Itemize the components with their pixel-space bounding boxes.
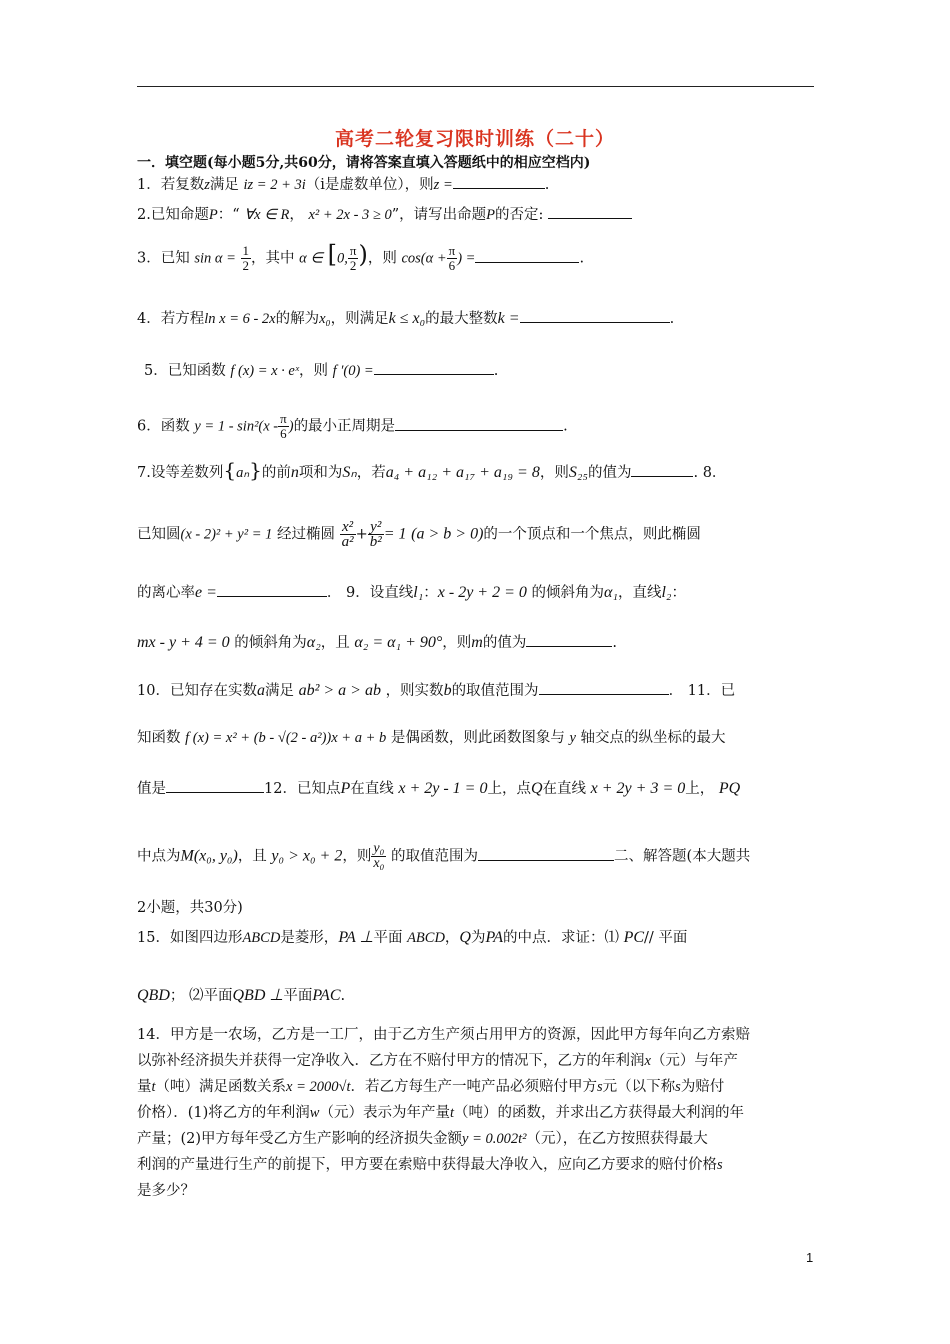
q12-text-2: 在直线 — [350, 781, 394, 797]
question-12 — [137, 778, 815, 799]
q10-b: b — [443, 682, 452, 699]
header-rule — [137, 86, 814, 87]
q8-text-3: 的一个顶点和一个焦点，则此椭圆 — [483, 526, 701, 543]
q2-colon: ：“ — [217, 207, 240, 223]
q14-line-5: 产量；(2)甲方每年受乙方生产影响的经济损失金额y = 0.002t²（元），在乙方按照获得最大 — [137, 1131, 708, 1147]
question-1: 1．若复数z满足 iz = 2 + 3i（i是虚数单位），则z = . — [137, 174, 815, 195]
q5-answer-blank[interactable] — [374, 360, 494, 375]
q8-answer-blank[interactable] — [217, 582, 327, 597]
q1-text-2: 满足 — [209, 177, 239, 193]
q11-y: y — [569, 730, 576, 746]
question-12-cont — [137, 842, 815, 871]
q11-answer-blank[interactable] — [166, 778, 264, 793]
q15-part-1: ⑴ — [604, 930, 619, 946]
q4-text-3: ，则满足 — [330, 311, 389, 327]
q12-text-7: ，且 — [237, 848, 267, 865]
q3-fraction-pi-6: $\frac{\pi}{6}$ — [448, 243, 456, 273]
q8-eq: = 1 — [383, 525, 407, 543]
q1-answer-blank[interactable] — [453, 174, 545, 189]
q7-answer-blank[interactable] — [631, 462, 693, 477]
q9-text-4: 的倾斜角为 — [234, 635, 307, 651]
q9-text-2: 的倾斜角为 — [531, 585, 604, 601]
question-2 — [137, 204, 815, 225]
question-15-cont: QBD； ⑵平面QBD ⊥平面PAC. — [137, 987, 346, 1004]
q6-close: ) — [288, 418, 294, 435]
q9-text-6: ，则 — [442, 635, 472, 651]
q12-text-9: 的取值范围为 — [391, 848, 479, 865]
q7-text-5: ，则 — [539, 465, 569, 481]
q9-text: 9．设直线 — [346, 585, 414, 601]
q1-note: （i是虚数单位），则 — [305, 177, 434, 193]
section-heading-answer-cont: 2小题，共30分) — [137, 900, 243, 916]
q9-l2: l₂ — [661, 584, 672, 601]
q2-answer-blank[interactable] — [548, 204, 632, 219]
q3-cos: cos(α + — [401, 250, 447, 267]
q12-text-4: 在直线 — [542, 781, 587, 797]
question-9-cont: mx - y + 4 = 0 的倾斜角为α₂，且 α₂ = α₁ + 90°，则m的值为 . — [137, 634, 617, 651]
q8-e: e = — [195, 584, 217, 601]
q15-text-6: 平面 — [203, 988, 233, 1004]
q7-text-6: 的值为 — [587, 465, 632, 481]
q15-QBD: QBD — [137, 987, 170, 1004]
q1-answer-label: z = — [433, 177, 453, 193]
q3-sin: sin α = — [194, 250, 236, 267]
q2-text-3: 的否定: — [495, 207, 544, 223]
q15-text-2: 是菱形， — [280, 930, 339, 946]
q8-number: 8． — [702, 465, 727, 481]
q3-fraction-pi-2: $\frac{\pi}{2}$ — [349, 243, 357, 273]
q14-line-7: 是多少？ — [137, 1183, 195, 1199]
q4-text-2: 的解为 — [275, 311, 320, 327]
q3-text: 3．已知 — [137, 250, 190, 267]
page-title: 高考二轮复习限时训练（二十） — [334, 128, 615, 150]
q4-k: k = — [497, 310, 520, 327]
q9-alpha2: α₂ — [306, 634, 321, 651]
q10-answer-blank[interactable] — [539, 680, 669, 695]
q8-text: 已知圆 — [137, 526, 181, 543]
q10-text-2: 满足 — [264, 683, 294, 699]
q15-PA-2: PA — [485, 929, 503, 946]
q9-text-5: ，且 — [320, 635, 350, 651]
q2-forall: ∀x ∈ R — [244, 207, 290, 223]
q12-text-6: 中点为 — [137, 848, 181, 865]
q15-PAC: PAC — [312, 987, 341, 1004]
q8-fraction-y: $\frac{\text{y²}}{\text{b²}}$ — [369, 519, 382, 550]
q12-P: P — [340, 780, 351, 797]
q11-number: 11．已 — [687, 683, 736, 699]
q6-answer-blank[interactable] — [395, 416, 563, 431]
question-8: 已知圆(x - 2)² + y² = 1 经过椭圆 $\frac{\text{x²}}{\text{a²}}$ + $\frac{\text{y²}}{\text{b²}}$ = 1 (a > b > 0)的一个顶点和一个焦点，则此椭圆 — [137, 519, 701, 550]
question-15: 15．如图四边形ABCD是菱形，PA ⊥平面 ABCD，Q为PA的中点．求证：⑴ PC// 平面 — [137, 929, 688, 946]
q15-text: 15．如图四边形 — [137, 930, 243, 946]
q9-line-1: x - 2y + 2 = 0 — [437, 584, 527, 601]
q14-line-4: 价格）．(1)将乙方的年利润w（元）表示为年产量t（吨）的函数，并求出乙方获得最大利润的年 — [137, 1105, 744, 1121]
q8-fraction-x: $\frac{\text{x²}}{\text{a²}}$ — [341, 519, 354, 550]
q15-PA: PA ⊥ — [338, 929, 374, 946]
q15-PC: PC — [623, 929, 645, 946]
q14-line-1: 14．甲方是一农场，乙方是一工厂，由于乙方生产须占用甲方的资源，因此甲方每年向乙方索赔 — [137, 1027, 750, 1043]
section-heading-answer: 二、解答题(本大题共 — [614, 848, 751, 865]
q3-text-3: ，则 — [367, 250, 397, 267]
q6-fraction-pi-6: $\frac{\pi}{6}$ — [280, 411, 287, 441]
q15-text-7: 平面 — [283, 988, 313, 1004]
q12-text-5: 上， — [685, 781, 715, 797]
q5-text-2: ，则 — [298, 363, 328, 379]
section-heading-fill: 一．填空题(每小题5分,共60分，请将答案直填入答题纸中的相应空档内) — [137, 155, 591, 171]
q4-text: 4．若方程 — [137, 311, 205, 327]
q12-answer-blank[interactable] — [478, 846, 614, 861]
question-9: 的离心率e = ． 9．设直线l₁：x - 2y + 2 = 0 的倾斜角为α₁，直线l₂： — [137, 584, 686, 601]
q3-text-2: ，其中 — [251, 250, 295, 267]
q1-text: 1．若复数 — [137, 177, 205, 193]
question-10: 10．已知存在实数a满足 ab² > a > ab ，则实数b的取值范围为 ． 11．已 — [137, 682, 736, 699]
q15-text-4: 为 — [470, 930, 486, 946]
q12-line-2: x + 2y + 3 = 0 — [590, 780, 686, 797]
q15-ABCD-2: ABCD — [407, 930, 445, 946]
q12-fraction: $\frac{\text{y₀}}{\text{x₀}}$ — [373, 841, 385, 871]
question-4: 4．若方程ln x = 6 - 2x的解为x₀，则满足k ≤ x₀的最大整数k = . — [137, 310, 675, 327]
q15-text-3: 平面 — [373, 930, 403, 946]
q4-text-4: 的最大整数 — [425, 311, 498, 327]
q4-x0: x₀ — [319, 311, 331, 327]
q8-circle: (x - 2)² + y² = 1 — [180, 526, 273, 543]
question-5: 5．已知函数 f (x) = x · eˣ，则 f ′(0) = . — [144, 360, 822, 381]
q9-m: m — [471, 634, 483, 651]
q8-eccentricity-text: 的离心率 — [137, 585, 195, 601]
q10-inequality: ab² > a > ab — [298, 682, 381, 699]
q15-Q: Q — [459, 929, 471, 946]
q9-text-7: 的值为 — [482, 635, 527, 651]
q7-text-3: 项和为 — [298, 465, 343, 481]
q9-text-3: ，直线 — [617, 585, 662, 601]
q10-text-4: 的取值范围为 — [451, 683, 539, 699]
q8-text-2: 经过椭圆 — [276, 526, 335, 543]
question-6: 6．函数 y = 1 - sin²(x - $\frac{\pi}{6}$ )的最小正周期是 . — [137, 411, 568, 441]
q12-PQ: PQ — [718, 780, 741, 797]
q3-fraction-half: $\frac{1}{2}$ — [242, 243, 250, 273]
q8-condition: (a > b > 0) — [411, 525, 484, 543]
q15-QBD-2: QBD ⊥ — [232, 987, 284, 1004]
q2-text-2: ”，请写出命题 — [391, 207, 487, 223]
q9-answer-blank[interactable] — [526, 632, 612, 647]
question-3: 3．已知 sin α = $\frac{1}{2}$ ，其中 α ∈ [0, $\frac{\pi}{2}$ )，则 cos(α + $\frac{\pi}{6}$ ) = . — [137, 240, 585, 273]
question-14 — [137, 1022, 815, 1204]
q3-interval-left: 0, — [337, 250, 348, 267]
q15-ABCD: ABCD — [242, 930, 281, 946]
q6-text: 6．函数 — [137, 418, 190, 435]
q3-alpha-in: α ∈ — [299, 250, 324, 267]
q5-text: 5．已知函数 — [144, 363, 226, 379]
question-11 — [137, 728, 815, 748]
q12-text-3: 上，点 — [487, 781, 531, 797]
q3-cos-end: ) = — [457, 250, 476, 267]
q7-an: aₙ — [236, 465, 250, 481]
q2-inequality: x² + 2x - 3 ≥ 0 — [308, 207, 392, 223]
q11-text-4: 值是 — [137, 781, 166, 797]
q4-equation: ln x = 6 - 2x — [204, 311, 276, 327]
q9-l1: l₁ — [413, 584, 424, 601]
q12-Q: Q — [530, 780, 543, 797]
q12-text: 12．已知点 — [264, 781, 341, 797]
q7-text-4: ，若 — [356, 465, 386, 481]
q11-text-3: 轴交点的纵坐标的最大 — [580, 730, 726, 746]
question-7: 7.设等差数列{aₙ}的前n项和为Sₙ，若a₄ + a₁₂ + a₁₇ + a₁₉ = 8，则S₂₅的值为 . 8． — [137, 458, 727, 482]
q14-line-3: 量t（吨）满足函数关系x = 2000√t．若乙方每生产一吨产品必须赔付甲方s元（以下称s为赔付 — [137, 1079, 725, 1095]
q1-equation: iz = 2 + 3i — [243, 177, 306, 193]
q11-text-2: 是偶函数，则此函数图象与 — [390, 730, 565, 746]
q1-var: z — [204, 177, 210, 193]
q15-parallel: // 平面 — [644, 930, 688, 946]
q7-S25: S₂₅ — [568, 464, 588, 481]
q9-angle-equation: α₂ = α₁ + 90° — [354, 634, 443, 651]
q7-Sn: Sₙ — [342, 464, 357, 481]
q10-text-3: ，则实数 — [385, 683, 444, 699]
q4-answer-blank[interactable] — [520, 308, 670, 323]
q11-function: f (x) = x² + (b - √(2 - a²))x + a + b — [185, 730, 387, 746]
q9-alpha1: α₁ — [604, 584, 618, 601]
q10-text: 10．已知存在实数 — [137, 683, 257, 699]
q6-text-2: 的最小正周期是 — [293, 418, 396, 435]
q15-text-5: 的中点．求证： — [502, 930, 605, 946]
q14-line-6: 利润的产量进行生产的前提下，甲方要在索赔中获得最大净收入，应向乙方要求的赔付价格s — [137, 1157, 723, 1173]
q9-line-2: mx - y + 4 = 0 — [137, 634, 230, 651]
q7-equation: a₄ + a₁₂ + a₁₇ + a₁₉ = 8 — [385, 464, 540, 481]
q7-n: n — [290, 464, 299, 481]
q12-inequality: y₀ > x₀ + 2 — [271, 847, 343, 865]
q3-answer-blank[interactable] — [475, 248, 579, 263]
q15-part-2: ⑵ — [189, 988, 204, 1004]
q7-text-2: 的前 — [261, 465, 291, 481]
q2-P: P — [208, 207, 218, 223]
q2-text: 2.已知命题 — [137, 207, 209, 223]
q4-inequality: k ≤ x₀ — [388, 310, 426, 327]
q5-function: f (x) = x · eˣ — [230, 363, 299, 379]
q14-line-2: 以弥补经济损失并获得一定净收入．乙方在不赔付甲方的情况下，乙方的年利润x（元）与年产 — [137, 1053, 738, 1069]
q11-text: 知函数 — [137, 730, 181, 746]
q2-comma: ， — [289, 207, 304, 223]
q12-line-1: x + 2y - 1 = 0 — [398, 780, 488, 797]
q12-M: M(x₀, y₀) — [180, 847, 238, 865]
q10-a: a — [256, 682, 265, 699]
q5-derivative: f ′(0) = — [332, 363, 374, 379]
page-number: 1 — [806, 1250, 814, 1265]
q6-function: y = 1 - sin²(x - — [194, 418, 279, 435]
q12-text-8: ，则 — [342, 848, 372, 865]
q7-text: 7.设等差数列 — [137, 465, 224, 481]
q2-P-2: P — [486, 207, 496, 223]
